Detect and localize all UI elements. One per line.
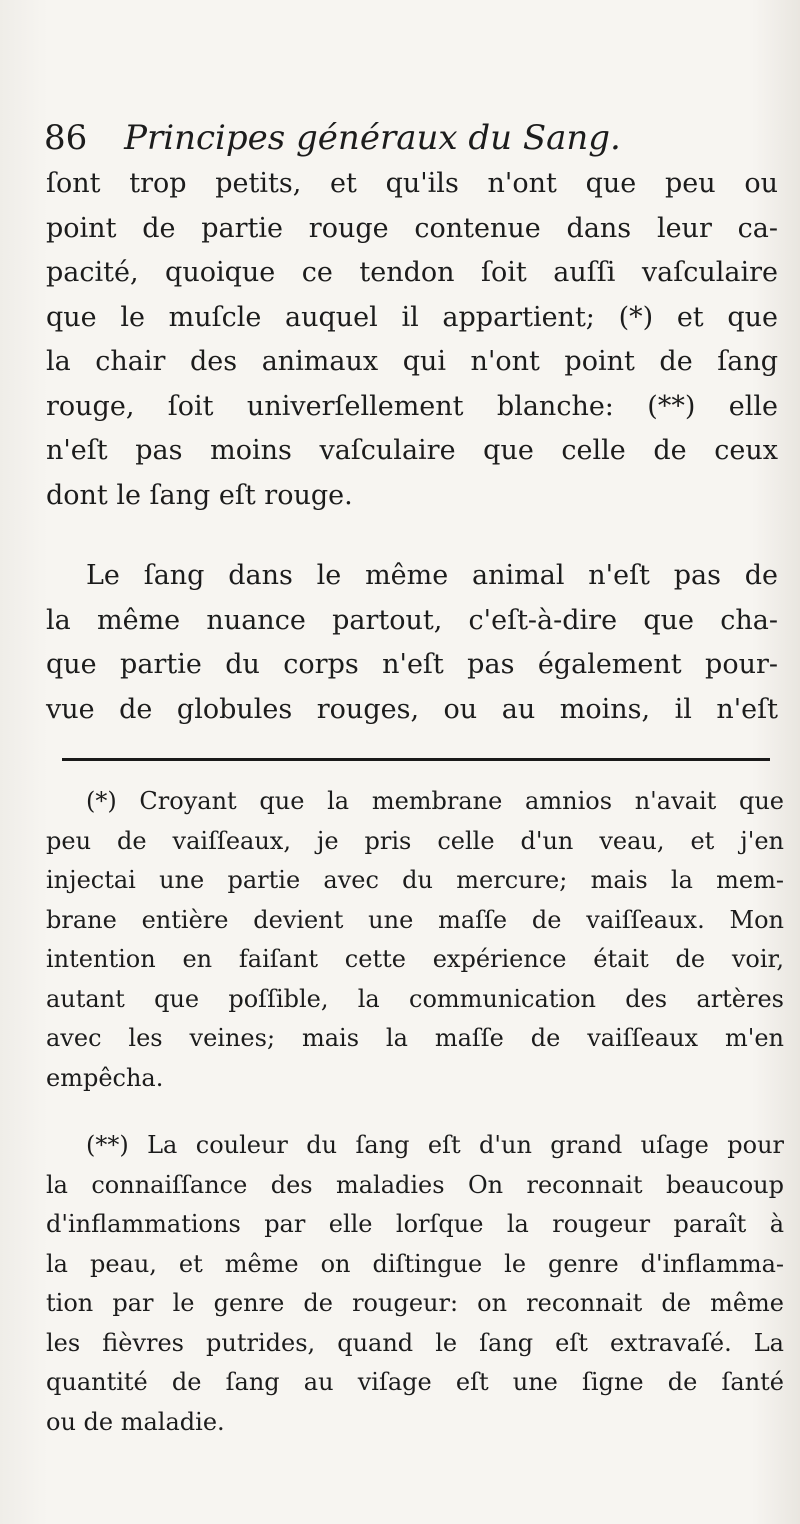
text-line: que le muſcle auquel il appartient; (*) et que	[46, 301, 778, 333]
footnote-gap	[46, 1098, 784, 1126]
footnote-line: tion par le genre de rougeur: on reconnait de même	[46, 1289, 784, 1317]
text-line: vue de globules rouges, ou au moins, il n'eſt	[46, 693, 778, 725]
main-text	[46, 162, 778, 732]
text-line: dont le ſang eſt rouge.	[46, 479, 353, 511]
footnote	[46, 782, 784, 1098]
footnote-line: autant que poſſible, la communication des artères	[46, 984, 784, 1013]
running-title: Principes généraux du Sang.	[124, 118, 621, 158]
paragraph	[46, 162, 778, 518]
footnote-line: intention en faiſant cette expérience était de voir,	[46, 945, 784, 973]
footnote	[46, 1126, 784, 1442]
text-line: la même nuance partout, c'eſt-à-dire que cha-	[46, 604, 778, 636]
text-line: que partie du corps n'eſt pas également pour-	[46, 649, 778, 680]
text-line: n'eſt pas moins vaſculaire que celle de ceux	[46, 435, 778, 466]
footnote-line: brane entière devient une maſſe de vaiſſeaux. Mon	[46, 905, 784, 934]
footnote-line: injectai une partie avec du mercure; mais la mem-	[46, 866, 784, 894]
footnote-line: la connaiſſance des maladies On reconnait beaucoup	[46, 1170, 784, 1199]
footnote-line: (*) Croyant que la membrane amnios n'avait que	[86, 787, 784, 815]
footnote-line: les fièvres putrides, quand le ſang eſt extravaſé. La	[46, 1328, 784, 1357]
footnote-divider	[62, 758, 770, 761]
text-line: rouge, ſoit univerſellement blanche: (**) elle	[46, 390, 778, 422]
footnote-line: d'inflammations par elle lorſque la rougeur paraît à	[46, 1210, 784, 1238]
footnote-line: empêcha.	[46, 1063, 164, 1092]
footnote-line: la peau, et même on diſtingue le genre d'inflamma-	[46, 1249, 784, 1278]
footnote-line: quantité de ſang au viſage eſt une ſigne de ſanté	[46, 1368, 784, 1396]
footnotes	[46, 782, 784, 1442]
text-line: Le ſang dans le même animal n'eſt pas de	[86, 560, 778, 591]
text-line: la chair des animaux qui n'ont point de ſang	[46, 346, 778, 377]
footnote-line: avec les veines; mais la maſſe de vaiſſeaux m'en	[46, 1024, 784, 1052]
running-header	[44, 118, 764, 158]
text-line: pacité, quoique ce tendon ſoit auſſi vaſculaire	[46, 257, 778, 288]
footnote-line: (**) La couleur du ſang eſt d'un grand uſage pour	[86, 1131, 784, 1159]
page-number: 86	[44, 118, 88, 158]
paragraph	[46, 554, 778, 732]
text-line: point de partie rouge contenue dans leur ca-	[46, 212, 778, 244]
text-line: ſont trop petits, et qu'ils n'ont que peu ou	[46, 168, 778, 199]
footnote-line: peu de vaiſſeaux, je pris celle d'un veau, et j'en	[46, 826, 784, 855]
footnote-line: ou de maladie.	[46, 1407, 225, 1436]
paragraph-gap	[46, 518, 778, 554]
